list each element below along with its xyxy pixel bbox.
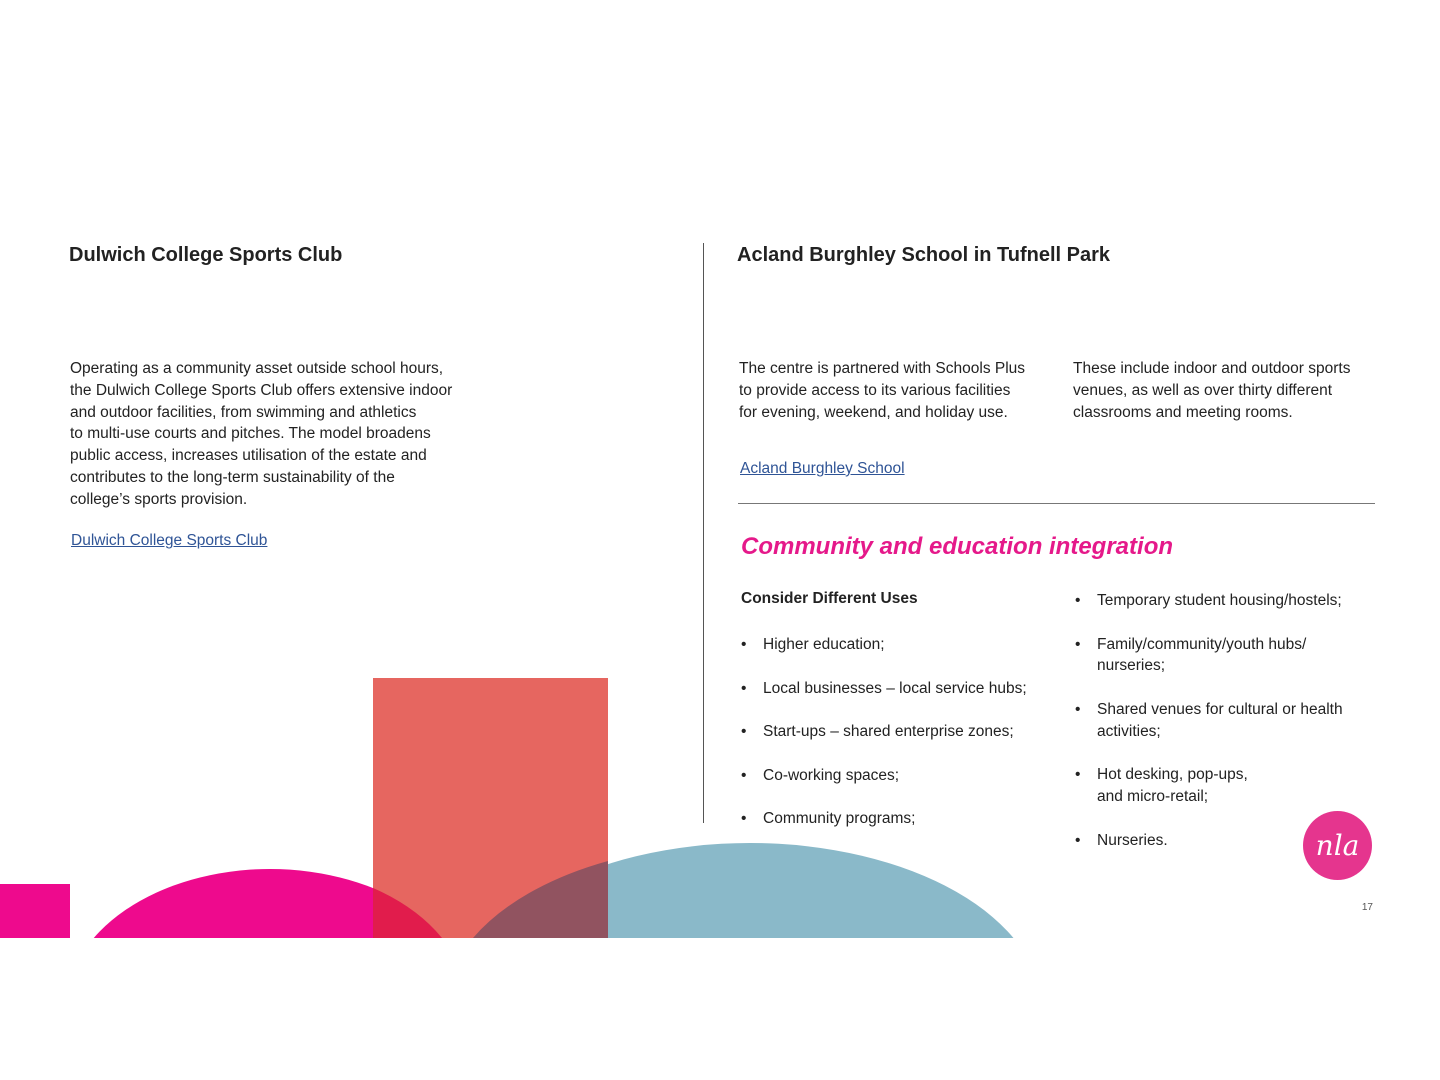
paragraph-line: for evening, weekend, and holiday use. bbox=[739, 403, 1008, 421]
list-item-line: • Hot desking, pop-ups, bbox=[1097, 766, 1248, 784]
paragraph-line: to provide access to its various facilities bbox=[739, 381, 1011, 399]
list-item: • Local businesses – local service hubs; bbox=[741, 678, 1061, 700]
list-item: • Higher education; bbox=[741, 634, 1061, 656]
acland-link[interactable]: Acland Burghley School bbox=[740, 460, 905, 477]
integration-heading: Community and education integration bbox=[741, 533, 1174, 560]
list-item-line: and micro-retail; bbox=[1097, 788, 1209, 806]
paragraph-line: Operating as a community asset outside school hours, bbox=[70, 360, 444, 377]
dulwich-title: Dulwich College Sports Club bbox=[69, 244, 343, 266]
uses-list-left bbox=[741, 634, 1061, 830]
paragraph-line: college’s sports provision. bbox=[70, 490, 248, 508]
list-item-line: • Family/community/youth hubs/ bbox=[1097, 635, 1307, 653]
horizontal-divider bbox=[738, 503, 1375, 504]
blue-coral-overlap-shape bbox=[473, 861, 608, 938]
list-item bbox=[1075, 699, 1395, 743]
acland-paragraph-1 bbox=[739, 358, 1059, 423]
page-number: 17 bbox=[1361, 902, 1373, 913]
uses-subheading: Consider Different Uses bbox=[741, 590, 918, 607]
list-item bbox=[1075, 590, 1395, 612]
coral-rectangle-shape bbox=[373, 678, 608, 948]
acland-title: Acland Burghley School in Tufnell Park bbox=[737, 244, 1111, 266]
blue-dome-shape bbox=[458, 843, 1042, 1080]
paragraph-line: These include indoor and outdoor sports bbox=[1073, 360, 1351, 377]
dulwich-link[interactable]: Dulwich College Sports Club bbox=[71, 532, 268, 549]
pink-dome-shape bbox=[65, 869, 475, 1080]
pink-coral-overlap-shape bbox=[373, 888, 442, 938]
list-item: • Start-ups – shared enterprise zones; bbox=[741, 721, 1061, 743]
vertical-divider bbox=[703, 243, 704, 823]
list-item-line: activities; bbox=[1097, 722, 1161, 740]
paragraph-line: venues, as well as over thirty different bbox=[1073, 381, 1333, 399]
acland-paragraph-2 bbox=[1073, 358, 1393, 423]
list-item-line: • Temporary student housing/hostels; bbox=[1097, 592, 1342, 609]
list-item: • Co-working spaces; bbox=[741, 765, 1061, 787]
paragraph-line: The centre is partnered with Schools Plus bbox=[739, 360, 1026, 377]
logo-text: nla bbox=[1315, 829, 1360, 862]
pink-square-shape bbox=[0, 884, 70, 944]
nla-logo-icon bbox=[1303, 811, 1372, 880]
list-item-line: nurseries; bbox=[1097, 657, 1166, 675]
list-item: • Community programs; bbox=[741, 808, 1061, 830]
list-item-line: • Shared venues for cultural or health bbox=[1097, 700, 1343, 718]
dulwich-paragraph bbox=[70, 358, 500, 511]
paragraph-line: contributes to the long-term sustainability of the bbox=[70, 468, 395, 486]
list-item bbox=[1075, 764, 1395, 808]
paragraph-line: and outdoor facilities, from swimming and athletics bbox=[70, 403, 417, 421]
list-item bbox=[1075, 634, 1395, 678]
paragraph-line: public access, increases utilisation of the estate and bbox=[70, 447, 427, 465]
paragraph-line: the Dulwich College Sports Club offers extensive indoor bbox=[70, 381, 453, 399]
paragraph-line: classrooms and meeting rooms. bbox=[1073, 403, 1293, 421]
list-item-line: • Nurseries. bbox=[1097, 831, 1168, 849]
paragraph-line: to multi-use courts and pitches. The model broadens bbox=[70, 425, 431, 443]
